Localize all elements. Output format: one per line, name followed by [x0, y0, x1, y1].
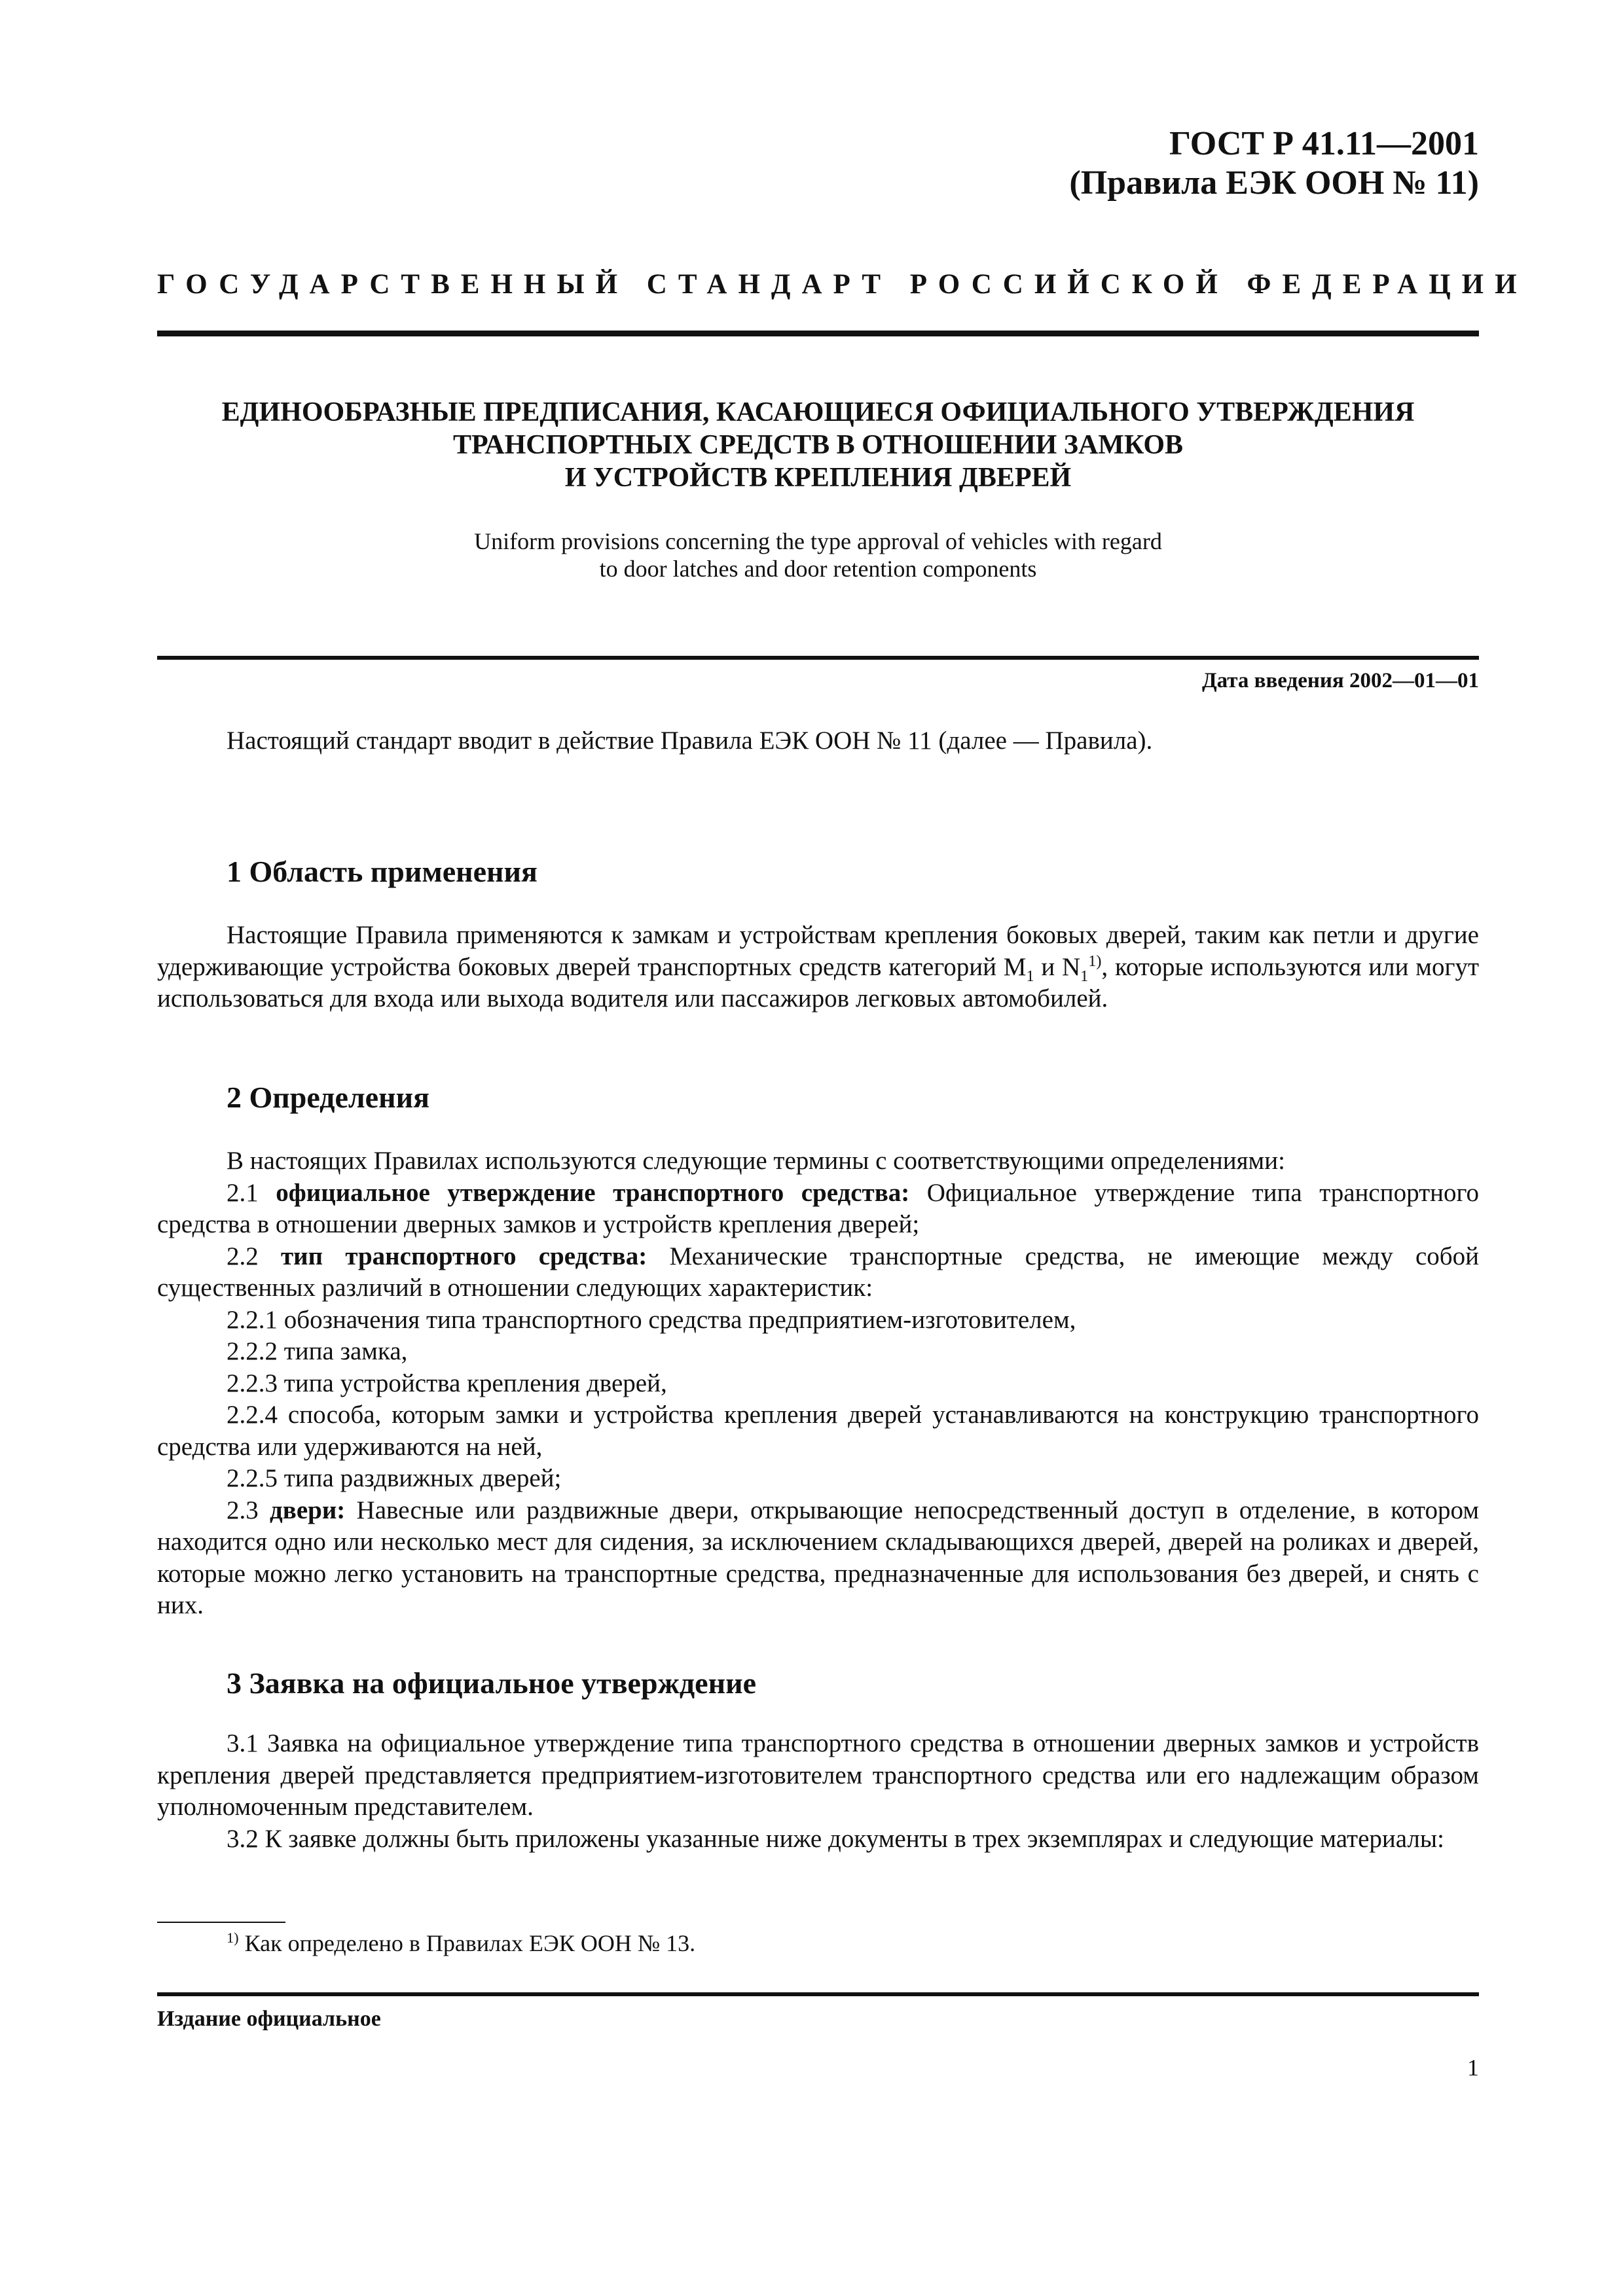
section-3-heading: 3 Заявка на официальное утверждение [227, 1666, 757, 1700]
subscript-m1: 1 [1026, 967, 1034, 985]
paragraph-3-1: 3.1 Заявка на официальное утверждение типа транспортного средства в отношении дверных замков и устройств крепления дверей представляется предприятием-изготовителем транспортного средства или его надлежащим образом уполномоченным представителем. [157, 1729, 1479, 1821]
footnote-text: Как определено в Правилах ЕЭК ООН № 13. [238, 1930, 696, 1956]
section-2-heading: 2 Определения [227, 1081, 429, 1114]
state-standard-title: ГОСУДАРСТВЕННЫЙ СТАНДАРТ РОССИЙСКОЙ ФЕДЕРАЦИИ [157, 269, 1528, 300]
subscript-n1: 1 [1080, 967, 1089, 985]
document-number [1069, 124, 1479, 203]
definition-2-3 [157, 1495, 1479, 1622]
section-1-heading: 1 Область применения [227, 855, 538, 888]
top-divider [157, 331, 1479, 336]
item-2-2-1: 2.2.1 обозначения типа транспортного средства предприятием-изготовителем, [227, 1305, 1076, 1334]
title-line-2: ТРАНСПОРТНЫХ СРЕДСТВ В ОТНОШЕНИИ ЗАМКОВ [452, 430, 1184, 460]
definition-2-1 [157, 1177, 1479, 1241]
section-2-body [157, 1145, 1479, 1622]
paragraph-3-2: 3.2 К заявке должны быть приложены указанные ниже документы в трех экземплярах и следующие материалы: [227, 1824, 1444, 1853]
def-2-1-text: Официальное утверждение типа транспортного средства в отношении дверных замков и устройств крепления дверей; [157, 1178, 1480, 1238]
scope-text-a: Настоящие Правила применяются к замкам и устройствам крепления боковых дверей, таким как петли и другие удерживающие устройства боковых дверей транспортных средств категорий M [157, 921, 1479, 981]
introduction-date: Дата введения 2002—01—01 [1201, 669, 1479, 692]
definitions-intro: В настоящих Правилах используются следующие термины с соответствующими определениями: [227, 1147, 1285, 1175]
section-3-body [157, 1728, 1479, 1855]
section-1-body [157, 920, 1479, 1015]
doc-number-line-2: (Правила ЕЭК ООН № 11) [1069, 164, 1479, 202]
def-2-2-term: тип транспортного средства: [281, 1242, 647, 1270]
footnote-mark: 1) [227, 1929, 239, 1946]
page-number: 1 [1467, 2054, 1479, 2081]
footnote [227, 1929, 695, 1957]
def-2-2-number: 2.2 [227, 1242, 281, 1270]
item-2-2-4: 2.2.4 способа, которым замки и устройства крепления дверей устанавливаются на конструкцию транспортного средства или удерживаются на ней, [157, 1401, 1479, 1461]
document-title-ru [157, 396, 1479, 494]
scope-text-c: , которые используются или могут использоваться для входа или выхода водителя или пассажиров легковых автомобилей. [157, 952, 1479, 1013]
def-2-3-term: двери: [270, 1496, 346, 1524]
item-2-2-2: 2.2.2 типа замка, [227, 1337, 408, 1365]
title-line-3: И УСТРОЙСТВ КРЕПЛЕНИЯ ДВЕРЕЙ [564, 463, 1072, 493]
scope-text-b: и N [1034, 952, 1081, 981]
official-edition-label: Издание официальное [157, 2007, 381, 2031]
item-2-2-3: 2.2.3 типа устройства крепления дверей, [227, 1369, 667, 1397]
def-2-3-number: 2.3 [227, 1496, 270, 1524]
document-title-en [157, 528, 1479, 583]
en-title-line-2: to door latches and door retention components [599, 556, 1037, 582]
def-2-1-term: официальное утверждение транспортного средства: [276, 1178, 910, 1207]
footnote-ref: 1) [1088, 952, 1102, 970]
def-2-3-text: Навесные или раздвижные двери, открывающие непосредственный доступ в отделение, в котором находится одно или несколько мест для сидения, за исключением складывающихся дверей, дверей на роликах и дверей, которые можно легко установить на транспортные средства, предназначенные для использования без дверей, и снять с них. [157, 1496, 1479, 1619]
definition-2-2 [157, 1241, 1479, 1304]
footer-divider [157, 1992, 1479, 1996]
intro-paragraph [157, 725, 1479, 757]
footnote-divider [157, 1922, 285, 1923]
en-title-line-1: Uniform provisions concerning the type approval of vehicles with regard [474, 528, 1162, 554]
def-2-1-number: 2.1 [227, 1178, 276, 1207]
scope-paragraph [157, 920, 1479, 1015]
title-divider [157, 656, 1479, 660]
item-2-2-5: 2.2.5 типа раздвижных дверей; [227, 1464, 562, 1492]
def-2-2-text: Механические транспортные средства, не имеющие между собой существенных различий в отношении следующих характеристик: [157, 1242, 1480, 1302]
title-line-1: ЕДИНООБРАЗНЫЕ ПРЕДПИСАНИЯ, КАСАЮЩИЕСЯ ОФИЦИАЛЬНОГО УТВЕРЖДЕНИЯ [221, 397, 1415, 427]
intro-text: Настоящий стандарт вводит в действие Правила ЕЭК ООН № 11 (далее — Правила). [227, 726, 1153, 755]
doc-number-line-1: ГОСТ Р 41.11—2001 [1169, 125, 1479, 162]
